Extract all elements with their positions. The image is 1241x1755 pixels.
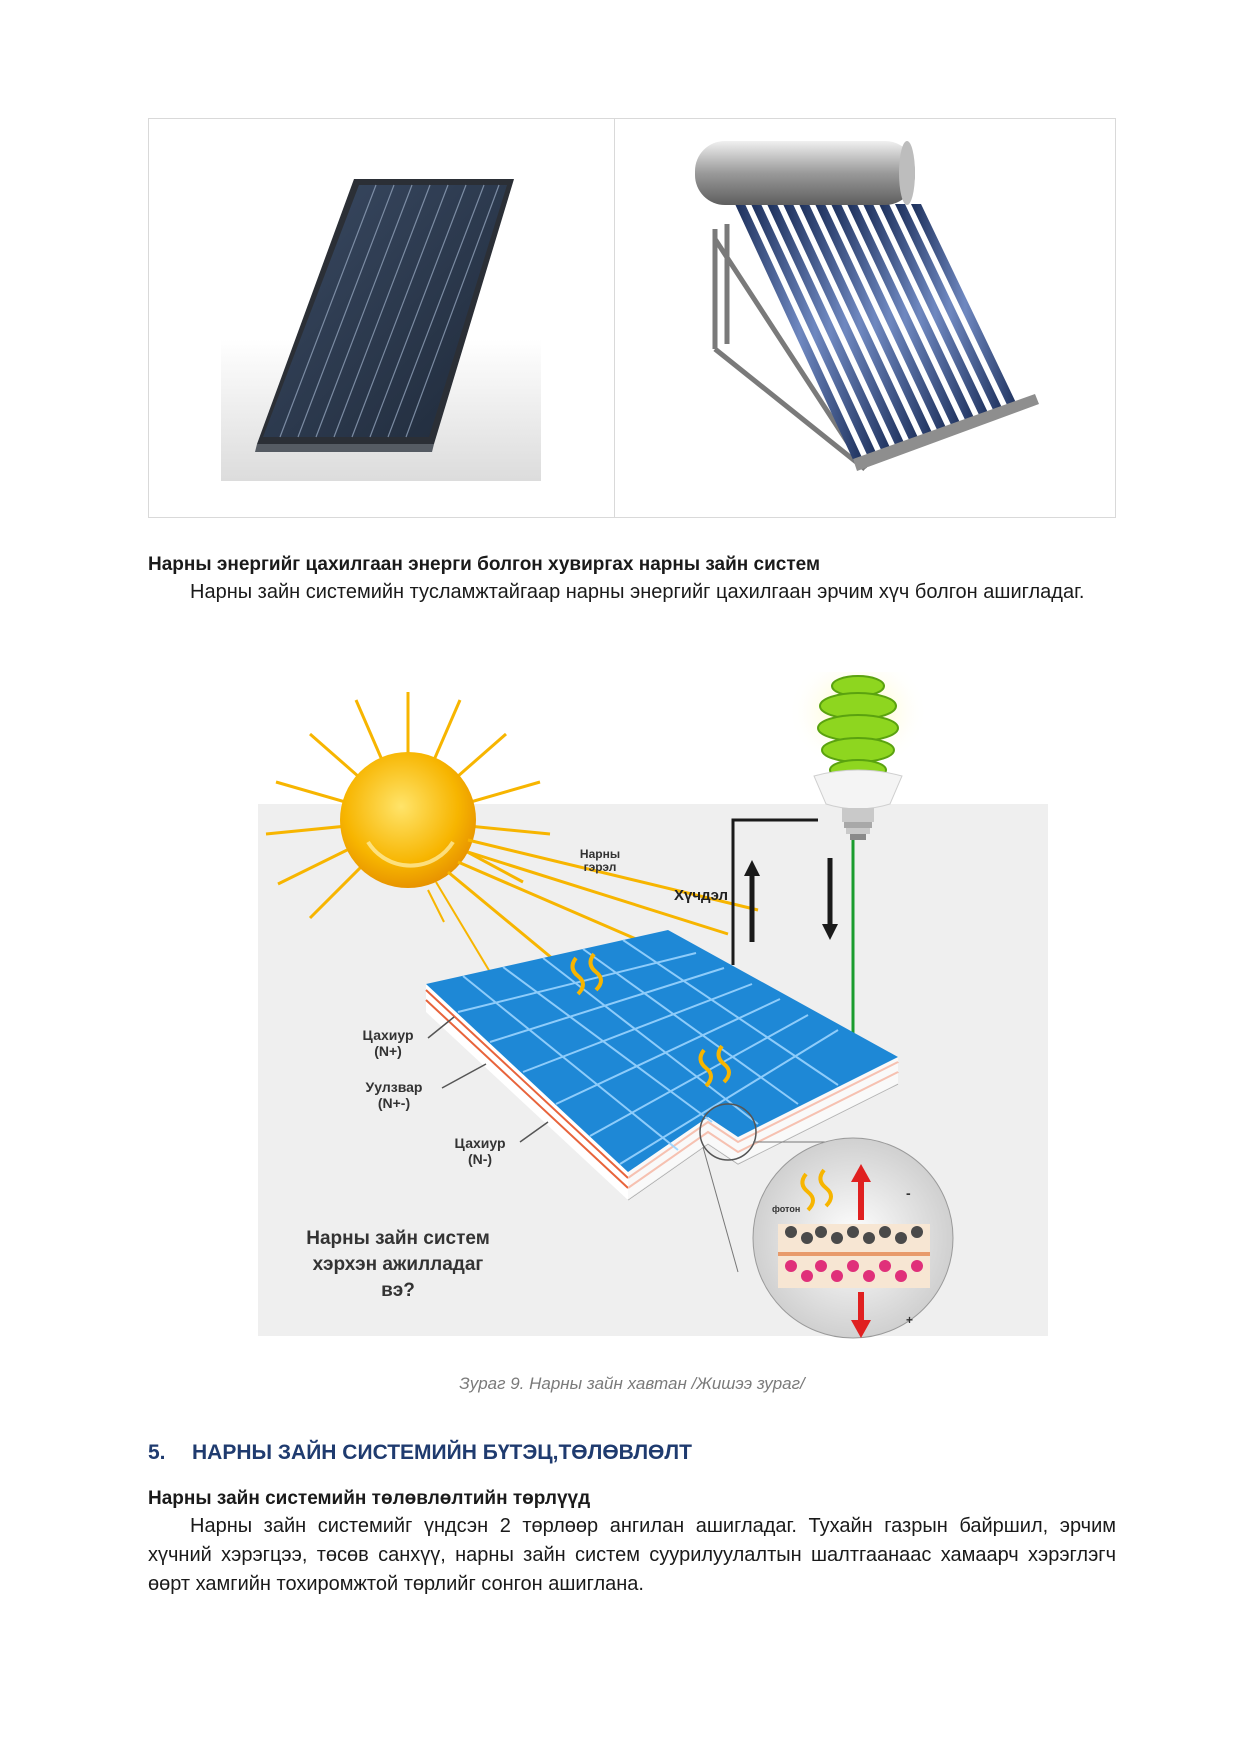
flat-plate-collector-image — [149, 119, 614, 517]
question-text: хэрхэн ажилладаг — [312, 1254, 484, 1275]
paragraph-solar-power: Нарны зайн системийн тусламжтайгаар нарны энергийг цахилгаан эрчим хүч болгон ашигладаг. — [190, 581, 1085, 603]
voltage-label: Хүчдэл — [674, 887, 729, 904]
vacuum-tube-collector-image — [615, 119, 1115, 517]
question-text: вэ? — [381, 1280, 415, 1301]
layer-n-plus-label: (N+) — [374, 1043, 402, 1059]
layer-n-plus-label: Цахиур — [362, 1027, 414, 1043]
section-title-text: НАРНЫ ЗАЙН СИСТЕМИЙН БҮТЭЦ,ТӨЛӨВЛӨЛТ — [192, 1441, 692, 1464]
junction-label: (N+-) — [377, 1095, 411, 1111]
section-title — [148, 1441, 1116, 1465]
layer-n-minus-label: (N-) — [467, 1151, 493, 1167]
section-heading-solar-power: Нарны энергийг цахилгаан энерги болгон хувиргах нарны зайн систем — [148, 554, 821, 575]
layer-n-minus-label: Цахиур — [454, 1135, 506, 1151]
solar-cell-diagram — [258, 672, 1058, 1340]
sunlight-label: Нарны — [579, 847, 621, 861]
question-text: Нарны зайн систем — [306, 1228, 490, 1249]
plus-sign-label: + — [906, 1313, 914, 1327]
minus-sign-label: - — [906, 1185, 911, 1201]
paragraph-planning-types: Нарны зайн системийг үндсэн 2 төрлөөр ангилан ашигладаг. Тухайн газрын байршил, эрчим хүчний хэрэгцээ, төсөв санхүү, нарны зайн систем суурилуулалтын шалтгаанаас хамаарч хэрэглэгч өөрт хамгийн тохиромжтой төрлийг сонгон ашиглана. — [148, 1515, 1116, 1595]
subheading-planning-types: Нарны зайн системийн төлөвлөлтийн төрлүүд — [148, 1488, 591, 1509]
section-number: 5. — [148, 1441, 166, 1464]
junction-label: Уулзвар — [365, 1079, 423, 1095]
photon-label: фотон — [772, 1204, 801, 1214]
image-table — [148, 118, 1116, 518]
sunlight-label: гэрэл — [583, 860, 617, 874]
junction-zoom-circle — [753, 1138, 953, 1338]
figure-caption: Зураг 9. Нарны зайн хавтан /Жишээ зураг/ — [459, 1374, 805, 1393]
